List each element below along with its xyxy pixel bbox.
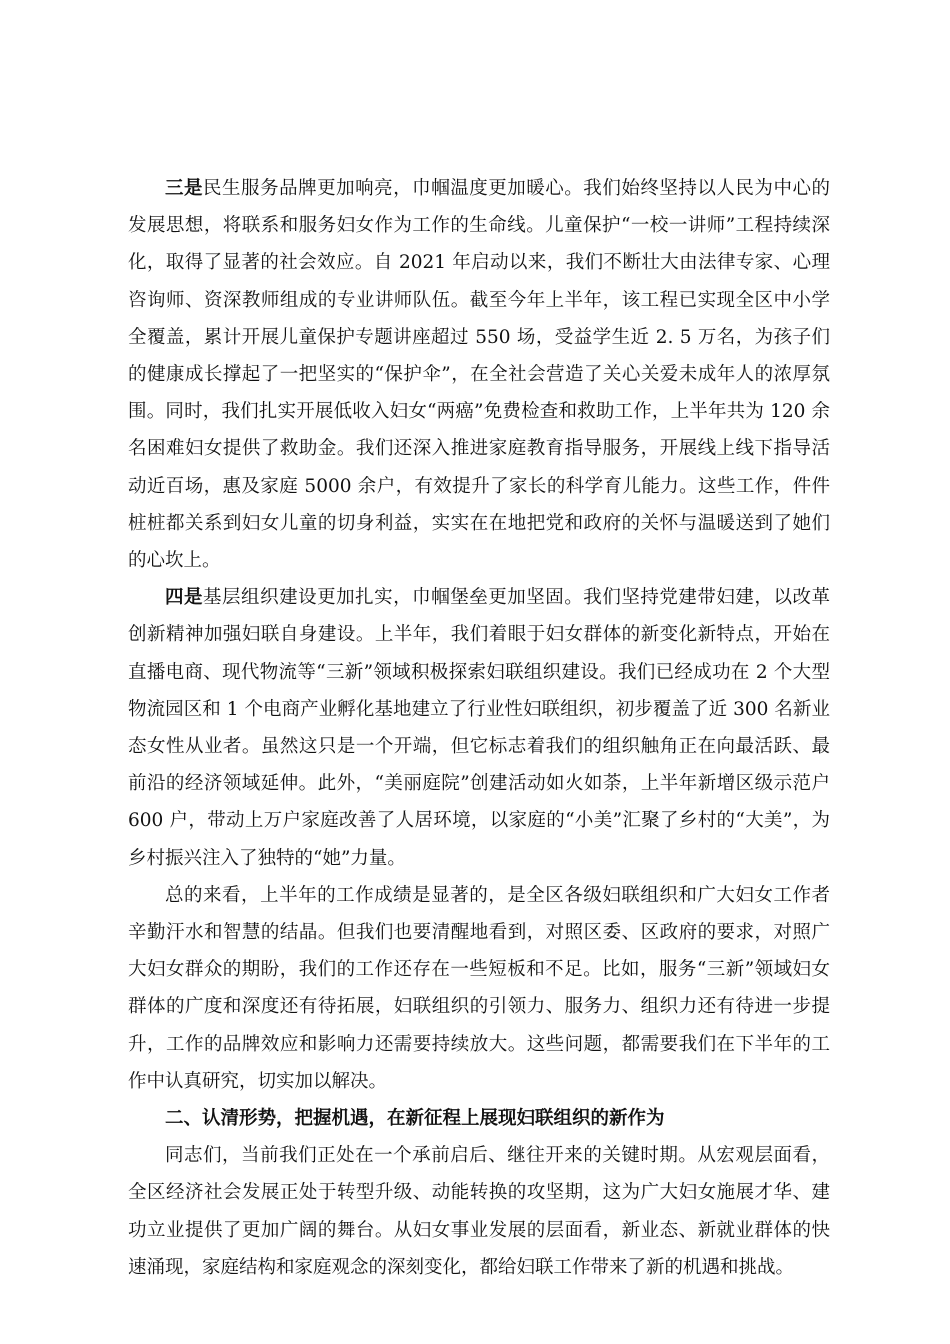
section-heading: 二、认清形势，把握机遇，在新征程上展现妇联组织的新作为 (165, 1108, 665, 1130)
paragraph-grassroots-organization (128, 579, 830, 877)
paragraph-text: 民生服务品牌更加响亮，巾帼温度更加暖心。我们始终坚持以人民为中心的发展思想，将联系和服务妇女作为工作的生命线。儿童保护“一校一讲师”工程持续深化，取得了显著的社会效应。自 2021 年启动以来，我们不断壮大由法律专家、心理咨询师、资深教师组成的专业讲师队伍。截至今年上半年，该工程已实现全区中小学全覆盖，累计开展儿童保护专题讲座超过 550 场，受益学生近 2. 5 万名，为孩子们的健康成长撑起了一把坚实的“保护伞”，在全社会营造了关心关爱未成年人的浓厚氛围。同时，我们扎实开展低收入妇女“两癌”免费检查和救助工作，上半年共为 120 余名困难妇女提供了救助金。我们还深入推进家庭教育指导服务，开展线上线下指导活动近百场，惠及家庭 5000 余户，有效提升了家长的科学育儿能力。这些工作，件件桩桩都关系到妇女儿童的切身利益，实实在在地把党和政府的关怀与温暖送到了她们的心坎上。 (128, 178, 830, 572)
paragraph-text: 基层组织建设更加扎实，巾帼堡垒更加坚固。我们坚持党建带妇建，以改革创新精神加强妇联自身建设。上半年，我们着眼于妇女群体的新变化新特点，开始在直播电商、现代物流等“三新”领域积极探索妇联组织建设。我们已经成功在 2 个大型物流园区和 1 个电商产业孵化基地建立了行业性妇联组织，初步覆盖了近 300 名新业态女性从业者。虽然这只是一个开端，但它标志着我们的组织触角正在向最活跃、最前沿的经济领域延伸。此外，“美丽庭院”创建活动如火如荼，上半年新增区级示范户 600 户，带动上万户家庭改善了人居环境，以家庭的“小美”汇聚了乡村的“大美”，为乡村振兴注入了独特的“她”力量。 (128, 587, 830, 869)
paragraph-livelihood-services (128, 170, 830, 579)
paragraph-lead: 三是 (165, 178, 204, 199)
document-page (128, 170, 830, 1286)
paragraph-lead: 四是 (165, 587, 204, 609)
paragraph-text: 总的来看，上半年的工作成绩是显著的，是全区各级妇联组织和广大妇女工作者辛勤汗水和智慧的结晶。但我们也要清醒地看到，对照区委、区政府的要求，对照广大妇女群众的期盼，我们的工作还存在一些短板和不足。比如，服务“三新”领域妇女群体的广度和深度还有待拓展，妇联组织的引领力、服务力、组织力还有待进一步提升，工作的品牌效应和影响力还需要持续放大。这些问题，都需要我们在下半年的工作中认真研究，切实加以解决。 (128, 884, 830, 1092)
paragraph-text: 同志们，当前我们正处在一个承前启后、继往开来的关键时期。从宏观层面看，全区经济社会发展正处于转型升级、动能转换的攻坚期，这为广大妇女施展才华、建功立业提供了更加广阔的舞台。从妇女事业发展的层面看，新业态、新就业群体的快速涌现，家庭结构和家庭观念的深刻变化，都给妇联工作带来了新的机遇和挑战。 (128, 1145, 830, 1278)
paragraph-situation (128, 1137, 830, 1286)
paragraph-summary (128, 877, 830, 1100)
